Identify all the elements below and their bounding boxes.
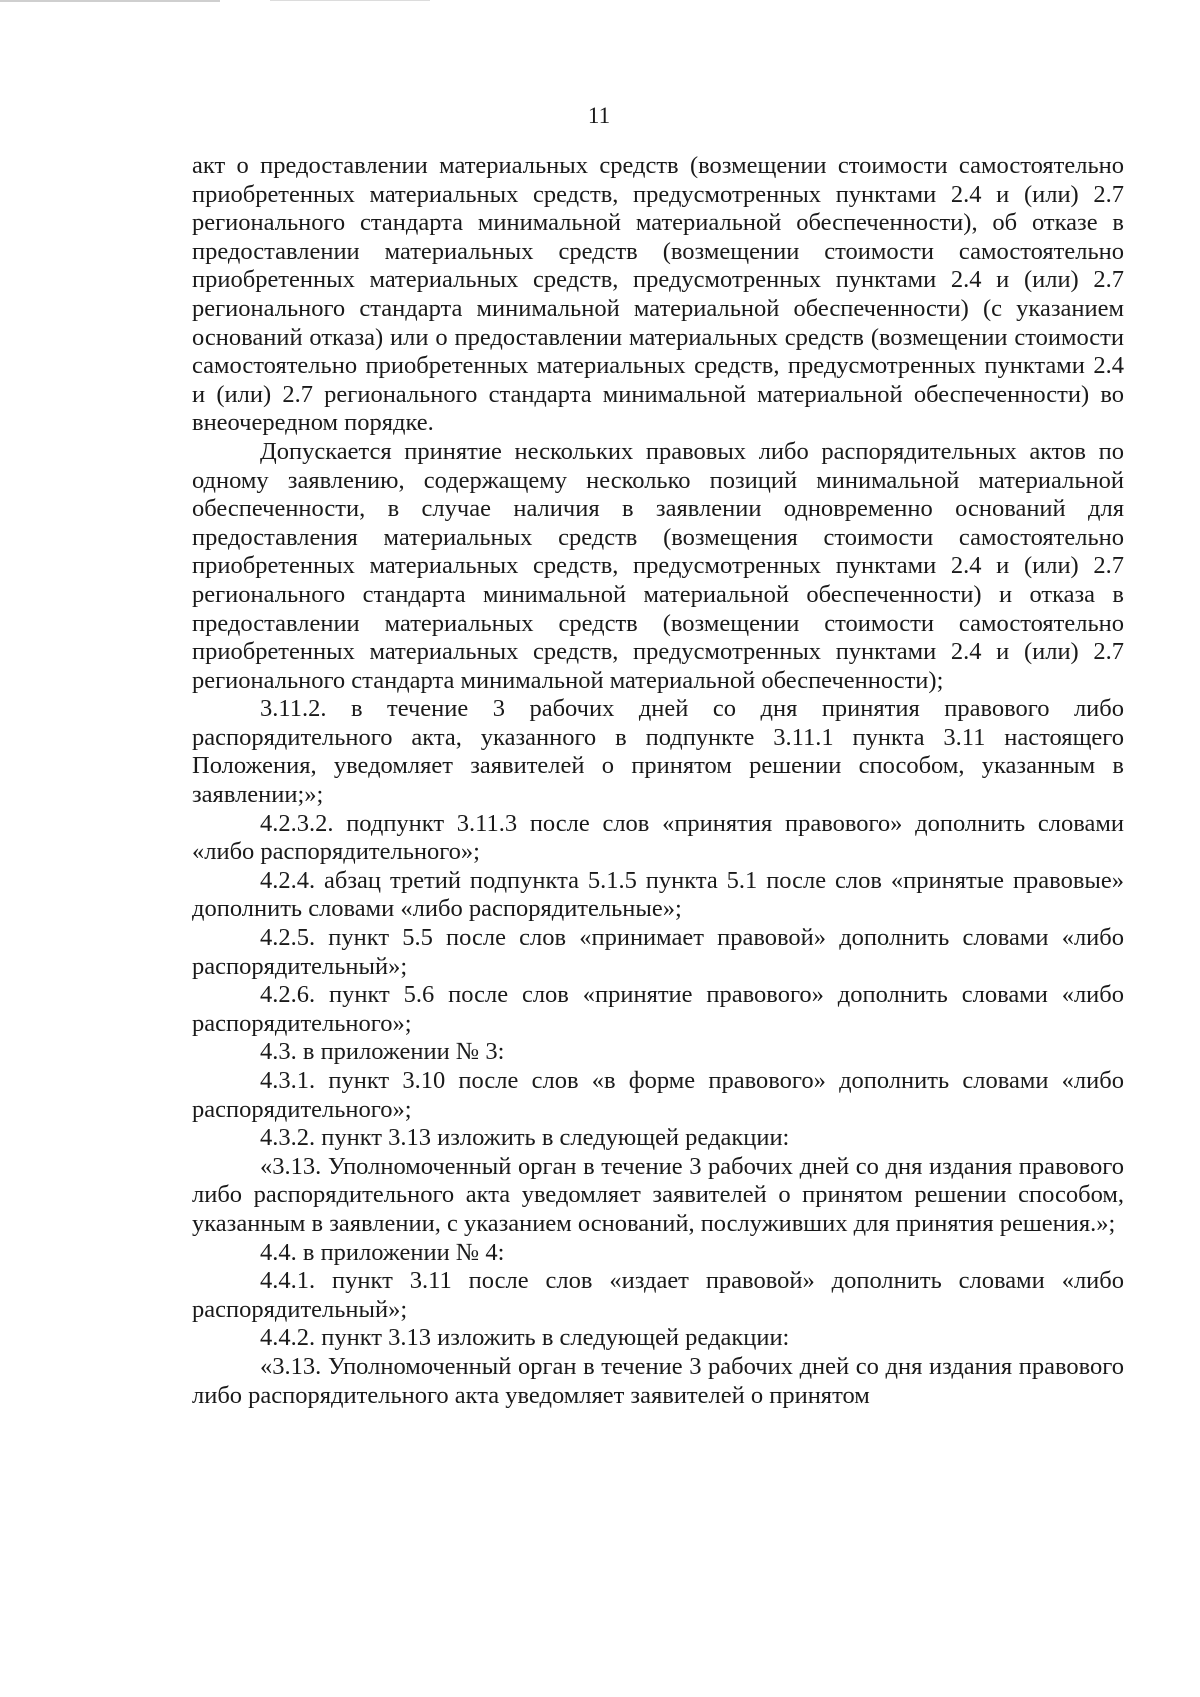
- paragraph: 4.3.2. пункт 3.13 изложить в следующей редакции:: [260, 1124, 790, 1152]
- paragraph: 4.4.1. пункт 3.11 после слов «издает правовой» дополнить словами «либо распорядительный»;: [192, 1267, 1124, 1323]
- paragraph: 4.2.3.2. подпункт 3.11.3 после слов «принятия правового» дополнить словами «либо распорядительного»;: [192, 809, 1124, 866]
- paragraph: 4.2.5. пункт 5.5 после слов «принимает правовой» дополнить словами «либо распорядительный»;: [192, 924, 1124, 980]
- paragraph: «3.13. Уполномоченный орган в течение 3 рабочих дней со дня издания правового либо распорядительного акта уведомляет заявителей о принятом решении способом, указанным в заявлении, с указанием оснований, послуживших для принятия решения.»;: [192, 1152, 1124, 1237]
- scan-edge-mark: [270, 0, 430, 1]
- page-number: 11: [587, 103, 611, 128]
- paragraph: 4.2.4. абзац третий подпункта 5.1.5 пункта 5.1 после слов «принятые правовые» дополнить словами «либо распорядительные»;: [192, 866, 1124, 923]
- paragraph: 4.4.2. пункт 3.13 изложить в следующей редакции:: [260, 1324, 790, 1352]
- paragraph: «3.13. Уполномоченный орган в течение 3 рабочих дней со дня издания правового либо распорядительного акта уведомляет заявителей о принятом: [192, 1352, 1124, 1409]
- paragraph: акт о предоставлении материальных средств (возмещении стоимости самостоятельно приобретенных материальных средств, предусмотренных пунктами 2.4 и (или) 2.7 регионального стандарта минимальной материальной обеспеченности), об отказе в предоставлении материальных средств (возмещении стоимости самостоятельно приобретенных материальных средств, предусмотренных пунктами 2.4 и (или) 2.7 регионального стандарта минимальной материальной обеспеченности) (с указанием оснований отказа) или о предоставлении материальных средств (возмещении стоимости самостоятельно приобретенных материальных средств, предусмотренных пунктами 2.4 и (или) 2.7 регионального стандарта минимальной материальной обеспеченности) во внеочередном порядке.: [192, 152, 1124, 437]
- paragraph: 3.11.2. в течение 3 рабочих дней со дня принятия правового либо распорядительного акта, указанного в подпункте 3.11.1 пункта 3.11 настоящего Положения, уведомляет заявителей о принятом решении способом, указанным в заявлении;»;: [192, 695, 1124, 809]
- paragraph: 4.4. в приложении № 4:: [260, 1238, 505, 1266]
- paragraph: 4.3.1. пункт 3.10 после слов «в форме правового» дополнить словами «либо распорядительного»;: [192, 1067, 1124, 1123]
- paragraph: 4.2.6. пункт 5.6 после слов «принятие правового» дополнить словами «либо распорядительного»;: [192, 981, 1124, 1037]
- paragraph: Допускается принятие нескольких правовых либо распорядительных актов по одному заявлению, содержащему несколько позиций минимальной материальной обеспеченности, в случае наличия в заявлении одновременно оснований для предоставления материальных средств (возмещения стоимости самостоятельно приобретенных материальных средств, предусмотренных пунктами 2.4 и (или) 2.7 регионального стандарта минимальной материальной обеспеченности) и отказа в предоставлении материальных средств (возмещении стоимости самостоятельно приобретенных материальных средств, предусмотренных пунктами 2.4 и (или) 2.7 регионального стандарта минимальной материальной обеспеченности);: [192, 437, 1124, 694]
- paragraph: 4.3. в приложении № 3:: [260, 1038, 505, 1066]
- document-body: [192, 152, 1124, 1410]
- scan-edge-mark: [0, 0, 220, 2]
